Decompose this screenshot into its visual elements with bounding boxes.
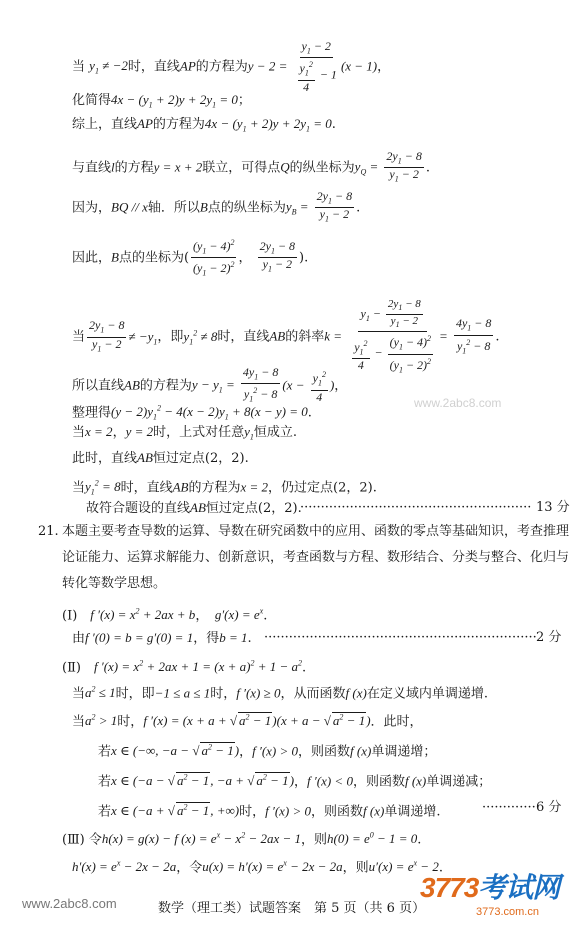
fraction: $\frac{4y_1 - 8}{y_1^2 - 8}$ — [455, 316, 492, 355]
line-11: 此时，直线AB恒过定点(2，2). — [72, 450, 249, 466]
line-1: 当 $y_1 \ne -2$时，直线AP的方程为y − 2 = $y_1 - 2$ $\frac{y_1^2}{4}$ − 1 (x − 1)， — [72, 39, 391, 94]
leader-dots: ·································································· — [264, 630, 537, 645]
q21-line-3: 转化等数学思想。 — [62, 576, 167, 591]
fraction: $\frac{2y_1 - 8}{y_1 - 2}$ — [259, 239, 296, 274]
line-2: 化简得$4x - (y_1 + 2)y + 2y_1 = 0$； — [72, 92, 251, 110]
fraction: $\frac{y_1^2}{4}$ — [312, 370, 326, 404]
fraction: $\frac{2y_1 - 8}{y_1 - 2}$ — [316, 189, 353, 224]
watermark-center: www.2abc8.com — [414, 396, 502, 410]
part-2-c: 若x ∈ (−∞, −a − √ $a^2 - 1$)，f ′(x) > 0，则函数f (x)单调递增； — [98, 743, 437, 760]
q21-number: 21. — [38, 524, 59, 539]
part-2-d: 若x ∈ (−a − √ $a^2 - 1$, −a + √ $a^2 - 1$)，f ′(x) < 0，则函数f (x)单调递减； — [98, 773, 492, 790]
line-10: 当x = 2，y = 2时，上式对任意$y_1$恒成立. — [72, 424, 298, 442]
line-7: 当 $\frac{2y_1 - 8}{y_1 - 2}$ ≠ $-y_1$，即$y_1^2 \ne 8$时，直线AB的斜率k = $y_1$ − $\frac{2y_1 - 8}{y_1 - 2}$ $\frac{y_1^2}{4}$ − $\frac{(y_1 - 4)^2}{(y_1 - 2)^2}$ = $\frac{4y_1 - 8}{y_1^2 - 8}$ . — [72, 298, 500, 375]
page-footer: 数学（理工类）试题答案 第 5 页（共 6 页） — [158, 901, 426, 916]
part-3: (Ⅲ) 令h(x) = g(x) − f $(x) = e^x - x^2 - 2ax - 1$，则$h(0) = e^0 - 1 = 0$. — [62, 831, 422, 848]
part-1: (Ⅰ) f $'(x) = x^2 + 2ax + b$， $g'(x) = e^x$. — [62, 607, 268, 624]
line-3: 综上，直线AP的方程为$4x - (y_1 + 2)y + 2y_1 = 0$. — [72, 116, 336, 134]
fraction: $y_1$ − $\frac{2y_1 - 8}{y_1 - 2}$ $\frac{y_1^2}{4}$ − $\frac{(y_1 - 4)^2}{(y_1 - 2)^2}$ — [354, 298, 432, 375]
line-9: 整理得$(y - 2)y_1^2 - 4(x - 2)y_1 + 8(x - y) = 0$. — [72, 404, 312, 422]
fraction: $\frac{4y_1 - 8}{y_1^2 - 8}$ — [242, 365, 279, 404]
part-3-b: $h'(x) = e^x - 2x - 2a$，令$u(x) = h'(x) = e^x - 2x - 2a$，则$u'(x) = e^x - 2$. — [72, 859, 443, 876]
line-6: 因此，B点的坐标为( $\frac{(y_1 - 4)^2}{(y_1 - 2)^2}$ ， $\frac{2y_1 - 8}{y_1 - 2}$ ). — [72, 238, 309, 278]
watermark-bottom-left: www.2abc8.com — [22, 896, 117, 911]
line-5: 因为，BQ // x轴．所以B点的纵坐标为$y_B$ = $\frac{2y_1 - 8}{y_1 - 2}$ . — [72, 189, 361, 224]
fraction: $\frac{2y_1 - 8}{y_1 - 2}$ — [89, 318, 125, 353]
part-2-a: 当$a^2 \le 1$时，即−1 ≤ a ≤ 1时，f ′(x) ≥ 0，从而函数f (x)在定义域内单调递增. — [72, 685, 488, 702]
line-4: 与直线l的方程y = x + 2联立，可得点Q的纵坐标为$y_Q$ = $\frac{2y_1 - 8}{y_1 - 2}$ . — [72, 149, 430, 184]
part-1-b: 由f ′(0) = b = g′(0) = 1，得b = 1. — [72, 630, 252, 646]
brand-logo: 3773考试网 — [420, 872, 560, 903]
part-2-e: 若x ∈ (−a + √ $a^2 - 1$, +∞)时，f ′(x) > 0，则函数f (x)单调递增. — [98, 803, 441, 820]
fraction: $\frac{(y_1 - 4)^2}{(y_1 - 2)^2}$ — [193, 238, 235, 278]
leader-dots: ·············· — [482, 800, 540, 815]
leader-dots: ························································ — [300, 500, 532, 515]
part-2: (Ⅱ) f $'(x) = x^2 + 2ax + 1 = (x + a)^2 + 1 - a^2$. — [62, 659, 307, 676]
part-2-b: 当$a^2 > 1$时，f ′(x) = (x + a + √ $a^2 - 1)(x + a$ − √ $a^2 - 1$)．此时， — [72, 713, 423, 730]
score-2: 2 分 — [536, 630, 562, 645]
line-13: 故符合题设的直线AB恒过定点(2，2). — [86, 500, 302, 516]
fraction: $\frac{2y_1 - 8}{y_1 - 2}$ — [386, 149, 422, 184]
fraction: $y_1 - 2$ $\frac{y_1^2}{4}$ − 1 — [299, 39, 337, 94]
q21-line-2: 论证能力、运算求解能力、创新意识，考查函数与方程、数形结合、分类与整合、化归与 — [62, 550, 570, 565]
score-13: 13 分 — [536, 500, 570, 515]
score-6: 6 分 — [536, 800, 562, 815]
line-8: 所以直线AB的方程为$y - y_1$ = $\frac{4y_1 - 8}{y_1^2 - 8}$ (x − $\frac{y_1^2}{4}$ )， — [72, 365, 348, 404]
q21-line-1: 本题主要考查导数的运算、导数在研究函数中的应用、函数的零点等基础知识，考查推理 — [62, 524, 570, 539]
line-12: 当$y_1^2 = 8$时，直线AB的方程为x = 2，仍过定点(2，2). — [72, 479, 377, 497]
brand-url: 3773.com.cn — [476, 906, 539, 918]
